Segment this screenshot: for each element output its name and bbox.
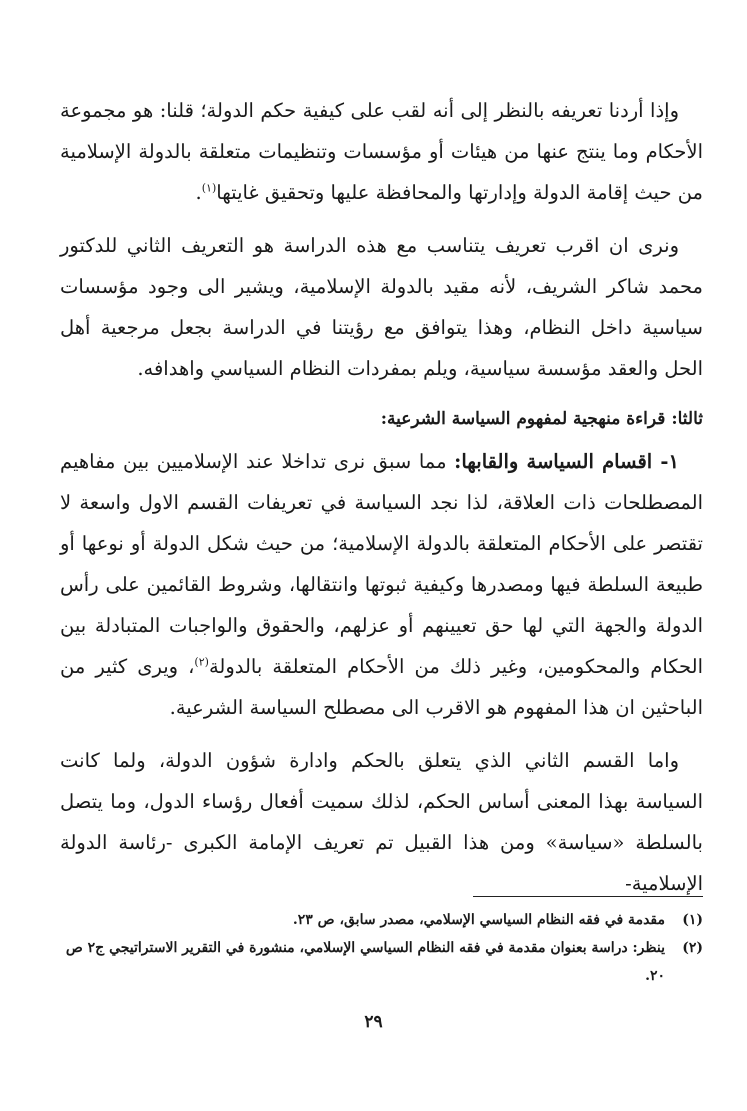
page-body — [60, 90, 703, 916]
paragraph-2 — [60, 225, 703, 389]
paragraph-3-lead: ١- اقسام السياسة والقابها: — [454, 450, 680, 473]
footnotes — [60, 906, 703, 990]
footnote-1 — [60, 906, 703, 934]
footnote-text: مقدمة في فقه النظام السياسي الإسلامي، مصدر سابق، ص ٢٣. — [292, 912, 665, 928]
paragraph-4-text: واما القسم الثاني الذي يتعلق بالحكم وادارة شؤون الدولة، ولما كانت السياسة بهذا المعنى أساس الحكم، لذلك سميت أفعال رؤساء الدول، وما يتصل بالسلطة «سياسة» ومن هذا القبيل تم تعريف الإمامة الكبرى -رئاسة الدولة الإسلامية- — [60, 749, 703, 895]
footnote-2 — [60, 934, 703, 990]
paragraph-4 — [60, 740, 703, 904]
footnote-number: (٢) — [682, 940, 703, 956]
footnote-divider — [473, 896, 703, 897]
footnote-text: ينظر: دراسة بعنوان مقدمة في فقه النظام السياسي الإسلامي، منشورة في التقرير الاستراتيجي ج٢ ص ٢٠. — [65, 940, 665, 984]
paragraph-1-text: وإذا أردنا تعريفه بالنظر إلى أنه لقب على كيفية حكم الدولة؛ قلنا: هو مجموعة الأحكام وما ينتج عنها من هيئات أو مؤسسات وتنظيمات متعلقة بالدولة الإسلامية من حيث إقامة الدولة وإدارتها والمحافظة عليها وتحقيق غايتها — [60, 99, 703, 204]
footnote-number: (١) — [682, 912, 703, 928]
paragraph-1-end: . — [195, 181, 202, 204]
section-heading: ثالثا: قراءة منهجية لمفهوم السياسة الشرعية: — [380, 409, 703, 429]
paragraph-1 — [60, 90, 703, 213]
paragraph-2-text: ونرى ان اقرب تعريف يتناسب مع هذه الدراسة هو التعريف الثاني للدكتور محمد شاكر الشريف، لأنه مقيد بالدولة الإسلامية، ويشير الى وجود مؤسسات سياسية داخل النظام، وهذا يتوافق مع رؤيتنا في الدراسة بجعل مرجعية أهل الحل والعقد مؤسسة سياسية، ويلم بمفردات النظام السياسي واهدافه. — [60, 234, 703, 380]
footnote-ref-1[interactable]: (١) — [201, 181, 217, 195]
footnote-ref-2[interactable]: (٢) — [194, 655, 209, 669]
paragraph-3-text: مما سبق نرى تداخلا عند الإسلاميين بين مفاهيم المصطلحات ذات العلاقة، لذا نجد السياسة في تعريفات القسم الاول واسعة لا تقتصر على الأحكام المتعلقة بالدولة الإسلامية؛ من حيث شكل الدولة أو نوعها أو طبيعة السلطة فيها ومصدرها وكيفية ثبوتها وانتقالها، وشروط القائمين على رأس الدولة والجهة التي لها حق تعيينهم أو عزلهم، والحقوق والواجبات المتبادلة بين الحكام والمحكومين، وغير ذلك من الأحكام المتعلقة بالدولة — [60, 450, 704, 678]
paragraph-3-end: ، ويرى كثير من الباحثين ان هذا المفهوم هو الاقرب الى مصطلح السياسة الشرعية. — [60, 655, 703, 719]
page-number: ٢٩ — [364, 1012, 383, 1032]
paragraph-3 — [60, 441, 703, 728]
